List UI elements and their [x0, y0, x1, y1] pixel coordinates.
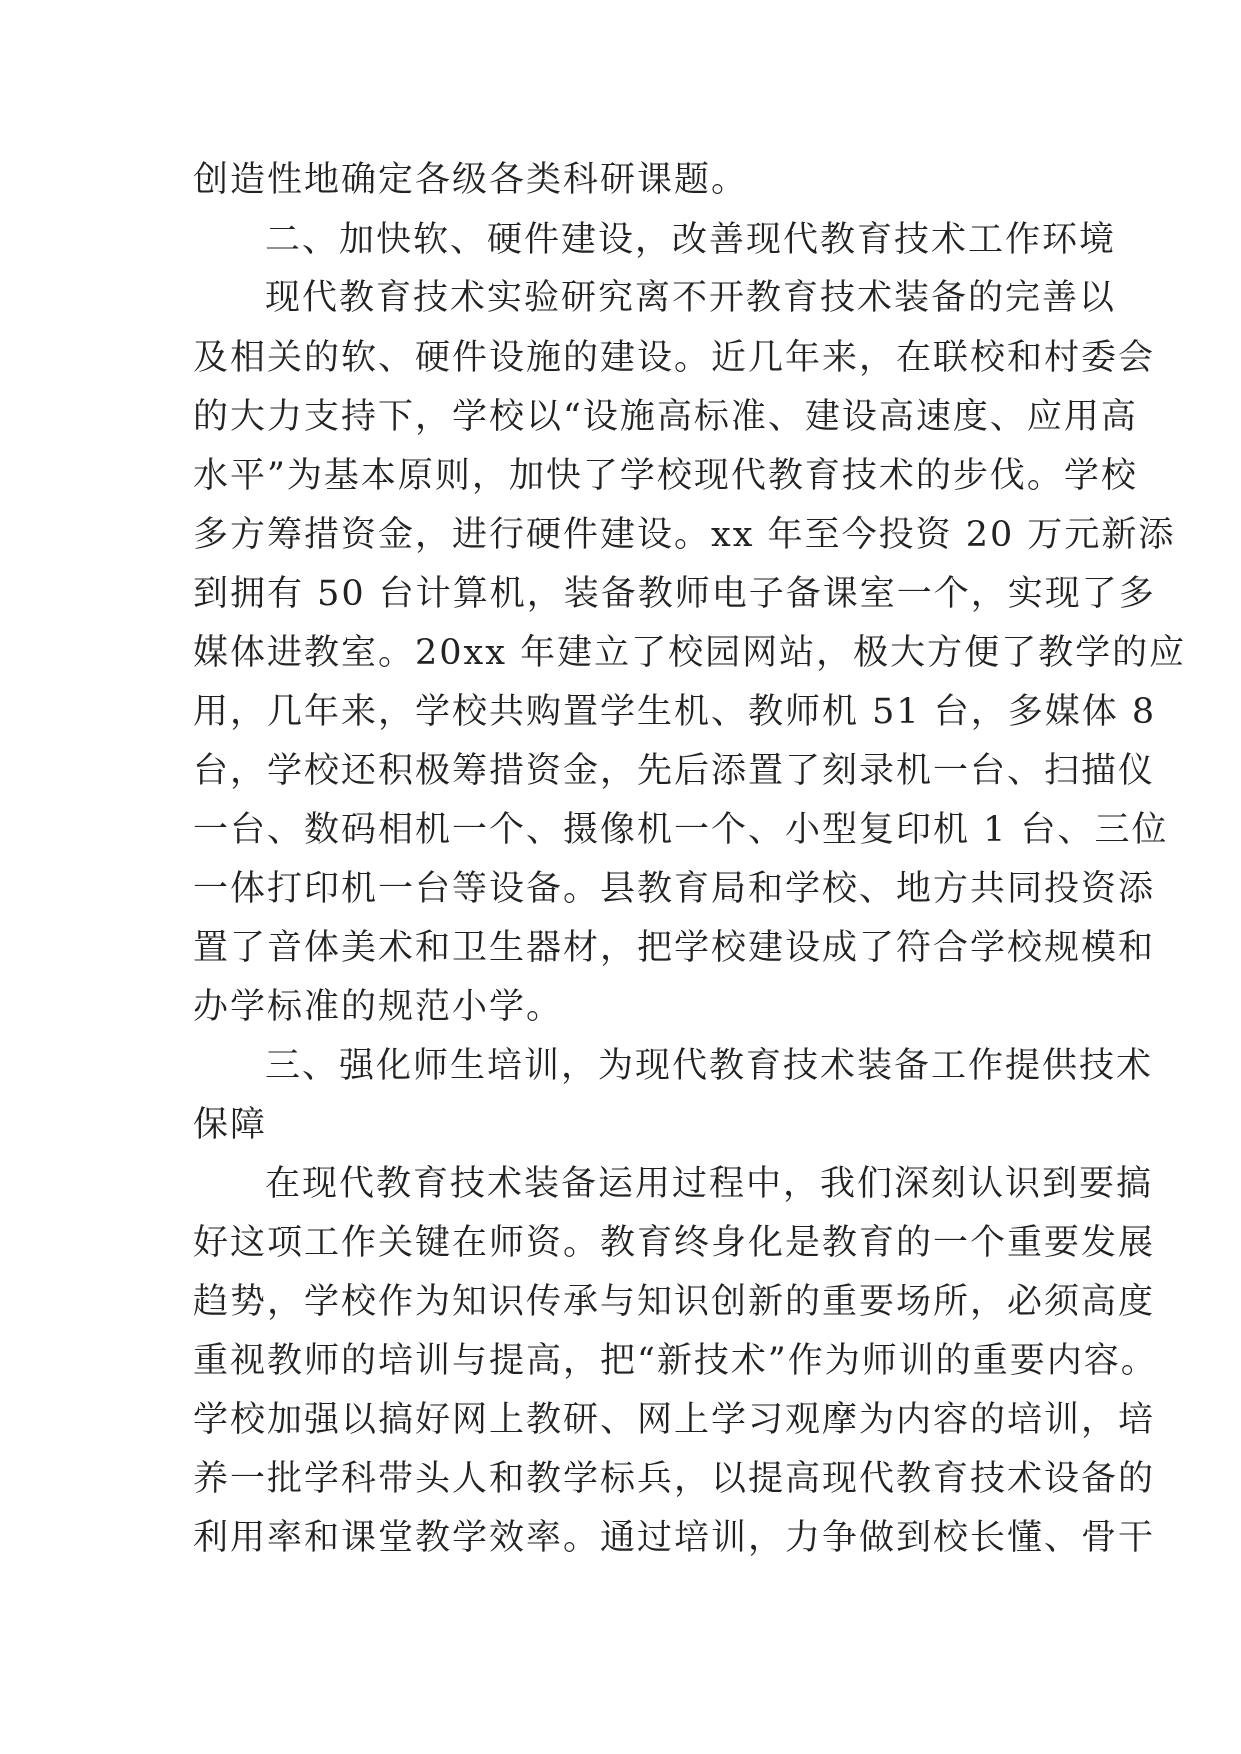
text-line: 置了音体美术和卫生器材，把学校建设成了符合学校规模和	[193, 928, 1156, 968]
text-line: 养一批学科带头人和教学标兵，以提高现代教育技术设备的	[193, 1459, 1156, 1499]
text-line: 台，学校还积极筹措资金，先后添置了刻录机一台、扫描仪	[193, 751, 1156, 791]
text-line: 到拥有 50 台计算机，装备教师电子备课室一个，实现了多	[193, 574, 1156, 614]
text-line: 学校加强以搞好网上教研、网上学习观摩为内容的培训，培	[193, 1400, 1156, 1440]
text-line: 一台、数码相机一个、摄像机一个、小型复印机 1 台、三位	[193, 810, 1169, 850]
text-line: 的大力支持下，学校以“设施高标准、建设高速度、应用高	[193, 397, 1138, 437]
text-line: 一体打印机一台等设备。县教育局和学校、地方共同投资添	[193, 869, 1156, 909]
text-line: 多方筹措资金，进行硬件建设。xx 年至今投资 20 万元新添	[193, 515, 1176, 555]
text-line: 办学标准的规范小学。	[193, 987, 564, 1027]
text-line: 用，几年来，学校共购置学生机、教师机 51 台，多媒体 8	[193, 692, 1157, 732]
text-line: 及相关的软、硬件设施的建设。近几年来，在联校和村委会	[193, 338, 1156, 378]
text-line: 现代教育技术实验研究离不开教育技术装备的完善以	[265, 278, 1117, 318]
section-heading-continued: 保障	[193, 1105, 268, 1145]
text-line: 创造性地确定各级各类科研课题。	[193, 160, 749, 200]
section-heading: 三、强化师生培训，为现代教育技术装备工作提供技术	[265, 1046, 1154, 1086]
text-line: 在现代教育技术装备运用过程中，我们深刻认识到要搞	[265, 1164, 1154, 1204]
section-heading: 二、加快软、硬件建设，改善现代教育技术工作环境	[265, 220, 1117, 260]
text-line: 趋势，学校作为知识传承与知识创新的重要场所，必须高度	[193, 1282, 1156, 1322]
text-line: 重视教师的培训与提高，把“新技术”作为师训的重要内容。	[193, 1341, 1158, 1381]
text-line: 好这项工作关键在师资。教育终身化是教育的一个重要发展	[193, 1223, 1156, 1263]
text-line: 利用率和课堂教学效率。通过培训，力争做到校长懂、骨干	[193, 1518, 1156, 1558]
text-line: 水平”为基本原则，加快了学校现代教育技术的步伐。学校	[193, 456, 1138, 496]
text-line: 媒体进教室。20xx 年建立了校园网站，极大方便了教学的应	[193, 633, 1187, 673]
